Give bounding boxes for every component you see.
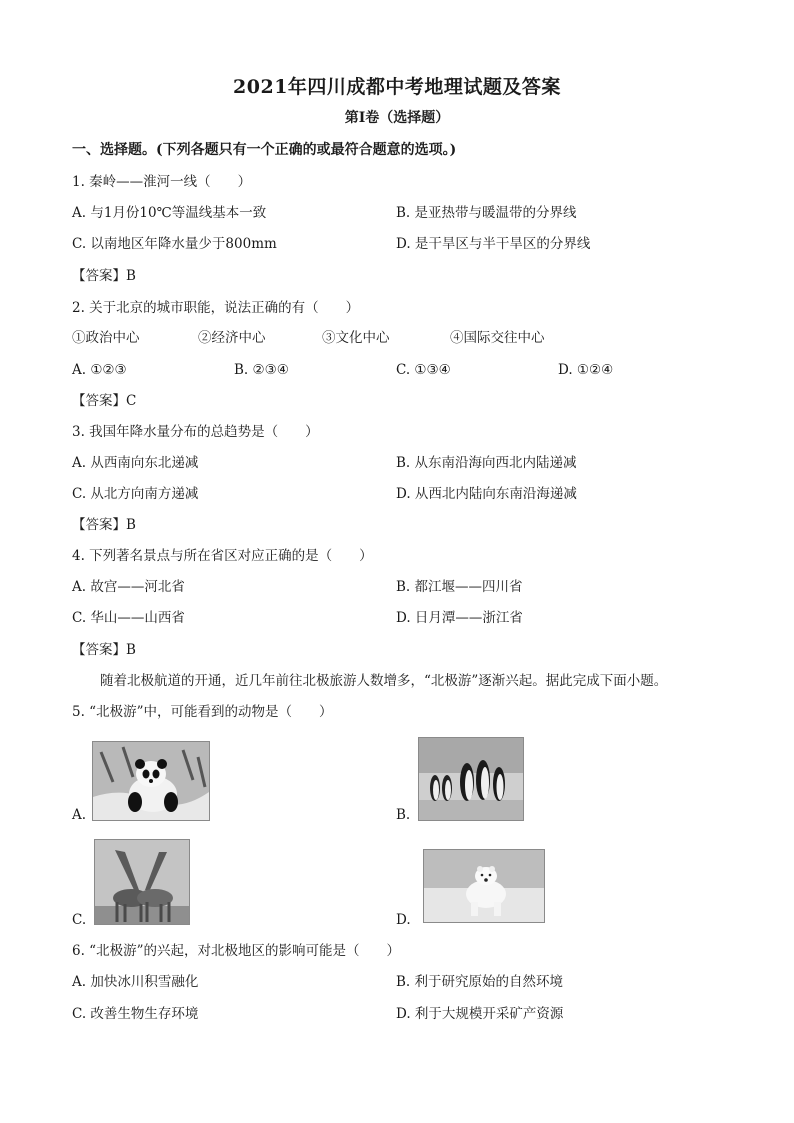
question-4-option-d: D. 日月潭——浙江省 xyxy=(396,610,523,626)
giraffes-image xyxy=(94,839,190,925)
question-6-option-c: C. 改善生物生存环境 xyxy=(72,1006,199,1022)
question-6-option-b: B. 利于研究原始的自然环境 xyxy=(396,974,564,990)
question-1-option-b: B. 是亚热带与暖温带的分界线 xyxy=(396,205,577,221)
question-6-option-a: A. 加快冰川积雪融化 xyxy=(72,974,199,990)
question-1-option-a: A. 与1月份10℃等温线基本一致 xyxy=(72,205,267,221)
polar-bear-image xyxy=(423,849,545,923)
question-3-option-d: D. 从西北内陆向东南沿海递减 xyxy=(396,486,577,502)
question-6-stem: 6. “北极游”的兴起，对北极地区的影响可能是（ ） xyxy=(72,943,400,959)
question-2-stem: 2. 关于北京的城市职能，说法正确的有（ ） xyxy=(72,300,360,316)
question-2-option-c: C. ①③④ xyxy=(396,362,451,378)
question-2-item-2: ②经济中心 xyxy=(198,330,266,346)
question-2-option-d: D. ①②④ xyxy=(558,362,614,378)
question-2-option-a: A. ①②③ xyxy=(72,362,127,378)
question-1-option-c: C. 以南地区年降水量少于800mm xyxy=(72,236,277,252)
panda-image xyxy=(92,741,210,821)
page-title: 2021年四川成都中考地理试题及答案 xyxy=(233,76,561,98)
question-5-option-b: B. xyxy=(396,807,411,823)
reading-passage: 随着北极航道的开通，近几年前往北极旅游人数增多，“北极游”逐渐兴起。据此完成下面小题。 xyxy=(100,673,668,689)
question-2-item-4: ④国际交往中心 xyxy=(450,330,545,346)
question-3-option-a: A. 从西南向东北递减 xyxy=(72,455,199,471)
question-4-stem: 4. 下列著名景点与所在省区对应正确的是（ ） xyxy=(72,548,373,564)
question-3-option-c: C. 从北方向南方递减 xyxy=(72,486,199,502)
question-5-stem: 5. “北极游”中，可能看到的动物是（ ） xyxy=(72,704,333,720)
question-1-answer: 【答案】B xyxy=(72,268,136,284)
question-4-option-a: A. 故宫——河北省 xyxy=(72,579,185,595)
question-2-option-b: B. ②③④ xyxy=(234,362,289,378)
question-5-option-c: C. xyxy=(72,912,87,928)
question-3-option-b: B. 从东南沿海向西北内陆递减 xyxy=(396,455,577,471)
question-5-option-d: D. xyxy=(396,912,411,928)
question-6-option-d: D. 利于大规模开采矿产资源 xyxy=(396,1006,564,1022)
question-1-option-d: D. 是干旱区与半干旱区的分界线 xyxy=(396,236,591,252)
question-5-option-a: A. xyxy=(72,807,87,823)
question-4-answer: 【答案】B xyxy=(72,642,136,658)
question-3-stem: 3. 我国年降水量分布的总趋势是（ ） xyxy=(72,424,319,440)
question-2-item-3: ③文化中心 xyxy=(322,330,390,346)
question-4-option-b: B. 都江堰——四川省 xyxy=(396,579,523,595)
question-2-item-1: ①政治中心 xyxy=(72,330,140,346)
question-2-answer: 【答案】C xyxy=(72,393,137,409)
question-1-stem: 1. 秦岭——淮河一线（ ） xyxy=(72,174,252,190)
penguins-image xyxy=(418,737,524,821)
question-4-option-c: C. 华山——山西省 xyxy=(72,610,185,626)
page-subtitle: 第Ⅰ卷（选择题） xyxy=(344,110,450,126)
question-3-answer: 【答案】B xyxy=(72,517,136,533)
section-heading: 一、选择题。(下列各题只有一个正确的或最符合题意的选项。) xyxy=(72,142,457,158)
